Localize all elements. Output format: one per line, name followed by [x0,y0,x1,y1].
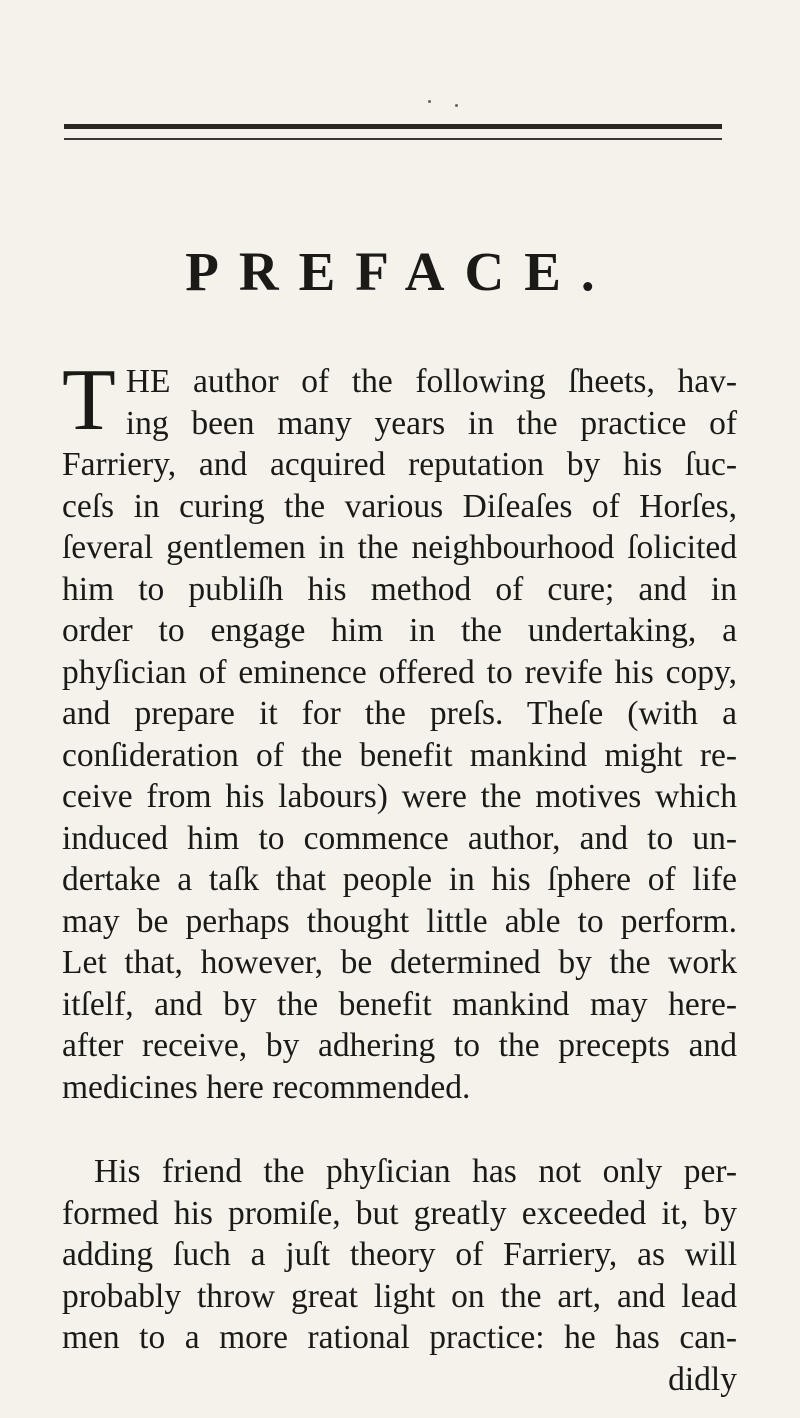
text-line: after receive, by adhering to the precepts and [62,1027,737,1064]
text-line: conſideration of the benefit mankind might re- [62,736,737,774]
text-line: and prepare it for the preſs. Theſe (with a [62,695,737,732]
text-line: ſeveral gentlemen in the neighbourhood ſolicited [62,529,737,566]
text-line: may be perhaps thought little able to perform. [62,902,737,940]
text-line: men to a more rational practice: he has can- [62,1319,737,1356]
text-line: induced him to commence author, and to un- [62,819,737,857]
drop-cap: T [62,352,116,449]
header-rule-thin [64,138,722,140]
page-heading: PREFACE. [185,241,615,302]
text-line: HE author of the following ſheets, hav- [125,363,737,400]
text-line: medicines here recommended. [62,1068,471,1106]
text-line: itſelf, and by the benefit mankind may here- [62,985,737,1023]
text-line: him to publiſh his method of cure; and in [62,570,737,608]
text-line: ing been many years in the practice of [125,404,737,442]
paragraph-2 [62,1151,737,1400]
text-line: dertake a taſk that people in his ſphere of life [62,861,737,898]
text-line: His friend the phyſician has not only per- [94,1153,737,1190]
text-line: probably throw great light on the art, and lead [62,1277,737,1315]
text-line: ceive from his labours) were the motives which [62,778,737,815]
ink-speck [455,104,458,107]
text-line: ceſs in curing the various Diſeaſes of Horſes, [62,487,737,525]
text-line: Farriery, and acquired reputation by his ſuc- [62,446,737,483]
ink-speck [428,100,431,103]
catchword: didly [668,1360,737,1398]
text-line: adding ſuch a juſt theory of Farriery, as will [62,1236,737,1273]
header-rule-thick [64,124,722,129]
paragraph-1 [62,352,737,1108]
text-line: phyſician of eminence offered to revife his copy, [62,653,737,691]
body-text [62,352,737,1400]
text-line: Let that, however, be determined by the work [62,944,737,981]
text-line: order to engage him in the undertaking, a [62,612,737,649]
text-line: formed his promiſe, but greatly exceeded it, by [62,1194,737,1232]
